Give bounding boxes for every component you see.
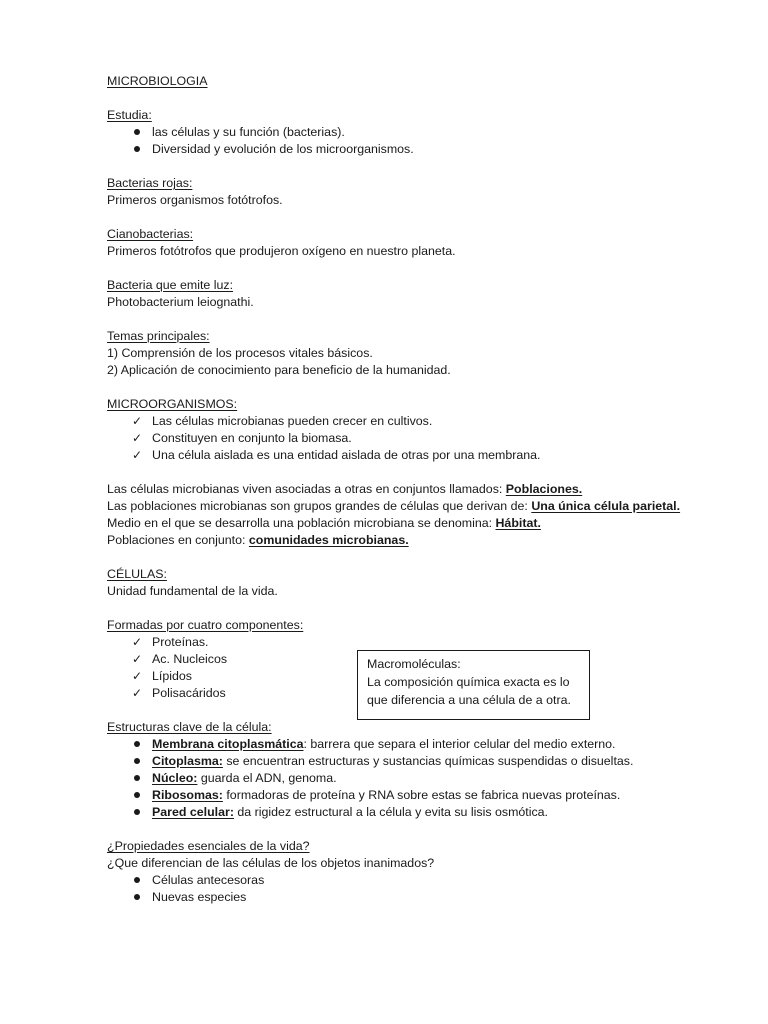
estructuras-list	[107, 736, 727, 821]
checkmark-icon: ✓	[131, 448, 143, 462]
list-item: ✓ Lípidos	[131, 669, 192, 683]
estudia-list	[107, 124, 727, 158]
cianobacterias-heading: Cianobacterias:	[107, 227, 194, 241]
list-item: Ribosomas: formadoras de proteína y RNA sobre estas se fabrica nuevas proteínas.	[107, 787, 727, 804]
temas-item: 1) Comprensión de los procesos vitales básicos.	[107, 346, 373, 360]
list-item: ✓ Constituyen en conjunto la biomasa.	[131, 431, 352, 445]
checkmark-icon: ✓	[131, 652, 143, 666]
bacteria-luz-text: Photobacterium leiognathi.	[107, 295, 254, 309]
list-item: Citoplasma: se encuentran estructuras y sustancias químicas suspendidas o disueltas.	[107, 753, 727, 770]
propiedades-heading: ¿Propiedades esenciales de la vida?	[107, 839, 310, 853]
list-item: Nuevas especies	[107, 889, 727, 906]
temas-item: 2) Aplicación de conocimiento para beneficio de la humanidad.	[107, 363, 451, 377]
bullet-icon	[130, 804, 144, 821]
macromoleculas-box	[357, 650, 590, 720]
temas-heading: Temas principales:	[107, 329, 210, 343]
celulas-text: Unidad fundamental de la vida.	[107, 584, 278, 598]
list-item: ✓ Las células microbianas pueden crecer en cultivos.	[131, 414, 433, 428]
propiedades-question: ¿Que diferencian de las células de los objetos inanimados?	[107, 856, 435, 870]
microorganismos-heading: MICROORGANISMOS:	[107, 397, 238, 411]
checkmark-icon: ✓	[131, 414, 143, 428]
microorganismos-list	[107, 413, 727, 464]
bullet-icon	[130, 770, 144, 787]
estudia-heading: Estudia:	[107, 108, 152, 122]
macromoleculas-text: que diferencia a una célula de a otra.	[367, 693, 571, 707]
bullet-icon	[130, 787, 144, 804]
poblaciones-line: Las células microbianas viven asociadas a otras en conjuntos llamados: Poblaciones.	[107, 482, 583, 496]
componentes-heading: Formadas por cuatro componentes:	[107, 618, 304, 632]
list-item: ✓ Proteínas.	[131, 635, 209, 649]
bacteria-luz-heading: Bacteria que emite luz:	[107, 278, 234, 292]
list-item: ✓ Una célula aislada es una entidad aislada de otras por una membrana.	[131, 448, 541, 462]
celulas-heading: CÉLULAS:	[107, 567, 167, 581]
checkmark-icon: ✓	[131, 635, 143, 649]
checkmark-icon: ✓	[131, 686, 143, 700]
bullet-icon	[130, 124, 144, 141]
poblaciones-line: Medio en el que se desarrolla una población microbiana se denomina: Hábitat.	[107, 516, 541, 530]
list-item: ✓ Ac. Nucleicos	[131, 652, 228, 666]
poblaciones-line: Poblaciones en conjunto: comunidades microbianas.	[107, 533, 409, 547]
list-item: ✓ Polisacáridos	[131, 686, 226, 700]
bullet-icon	[130, 889, 144, 906]
bacterias-rojas-text: Primeros organismos fotótrofos.	[107, 193, 283, 207]
poblaciones-line: Las poblaciones microbianas son grupos grandes de células que derivan de: Una única célula parietal.	[107, 499, 681, 513]
bacterias-rojas-heading: Bacterias rojas:	[107, 176, 193, 190]
macromoleculas-text: La composición química exacta es lo	[367, 675, 570, 689]
estructuras-heading: Estructuras clave de la célula:	[107, 720, 272, 734]
bullet-icon	[130, 736, 144, 753]
list-item: Diversidad y evolución de los microorganismos.	[107, 141, 727, 158]
list-item: Membrana citoplasmática: barrera que separa el interior celular del medio externo.	[107, 736, 727, 753]
document-title: MICROBIOLOGIA	[107, 74, 208, 88]
list-item: Células antecesoras	[107, 872, 727, 889]
bullet-icon	[130, 872, 144, 889]
cianobacterias-text: Primeros fotótrofos que produjeron oxígeno en nuestro planeta.	[107, 244, 456, 258]
checkmark-icon: ✓	[131, 669, 143, 683]
macromoleculas-title: Macromoléculas:	[367, 657, 461, 671]
list-item: las células y su función (bacterias).	[107, 124, 727, 141]
propiedades-list	[107, 872, 727, 906]
list-item: Núcleo: guarda el ADN, genoma.	[107, 770, 727, 787]
checkmark-icon: ✓	[131, 431, 143, 445]
bullet-icon	[130, 753, 144, 770]
bullet-icon	[130, 141, 144, 158]
document-page	[107, 73, 727, 906]
list-item: Pared celular: da rigidez estructural a la célula y evita su lisis osmótica.	[107, 804, 727, 821]
